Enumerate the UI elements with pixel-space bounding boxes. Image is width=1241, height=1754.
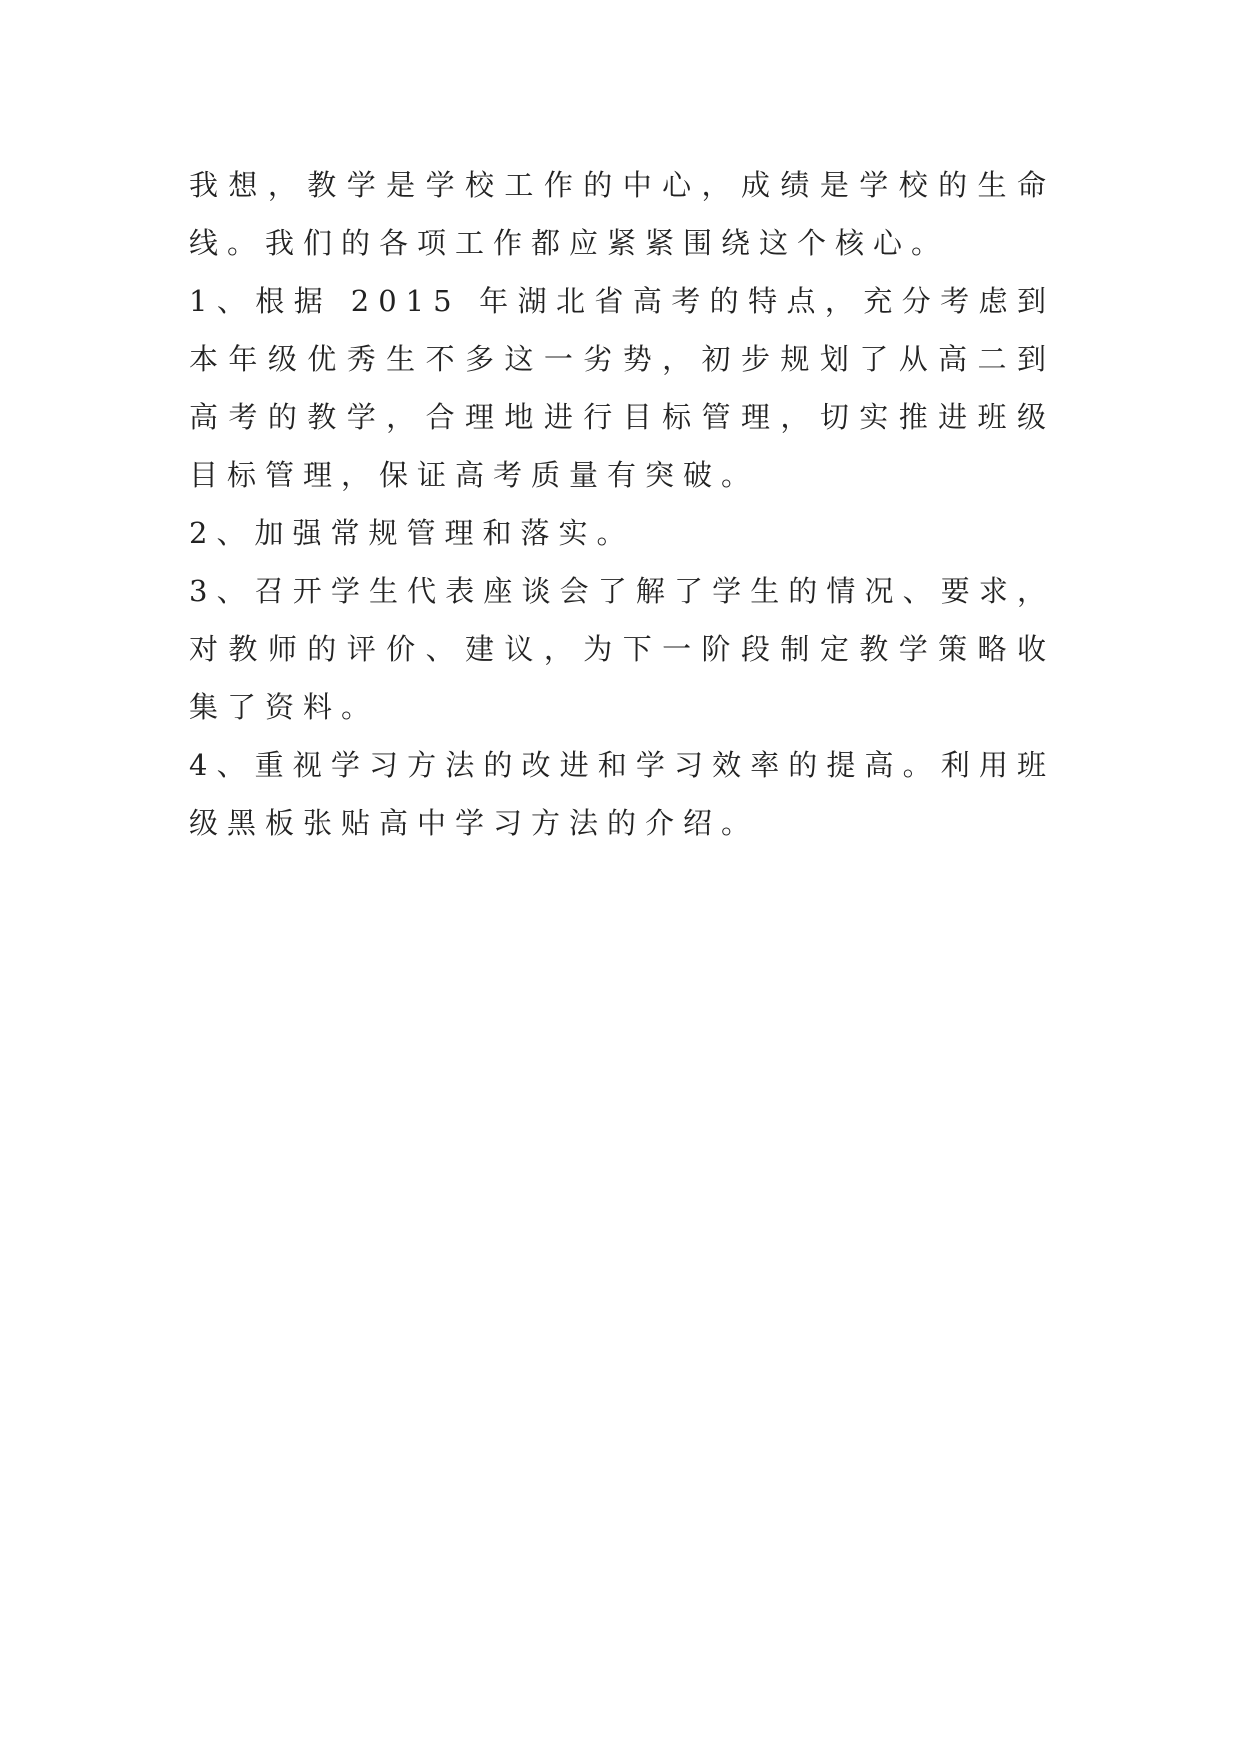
paragraph-item-2: 2、加强常规管理和落实。 xyxy=(189,516,635,550)
paragraph-intro: 我想，教学是学校工作的中心，成绩是学校的生命线。我们的各项工作都应紧紧围绕这个核心。 xyxy=(189,168,1055,260)
paragraph-item-3: 3、召开学生代表座谈会了解了学生的情况、要求，对教师的评价、建议，为下一阶段制定教学策略收集了资料。 xyxy=(189,574,1055,724)
paragraph-item-4: 4、重视学习方法的改进和学习效率的提高。利用班级黑板张贴高中学习方法的介绍。 xyxy=(189,748,1055,840)
paragraph-item-1: 1、根据 2015 年湖北省高考的特点，充分考虑到本年级优秀生不多这一劣势，初步规划了从高二到高考的教学，合理地进行目标管理，切实推进班级目标管理，保证高考质量有突破。 xyxy=(189,284,1055,492)
document-body xyxy=(189,156,1055,852)
